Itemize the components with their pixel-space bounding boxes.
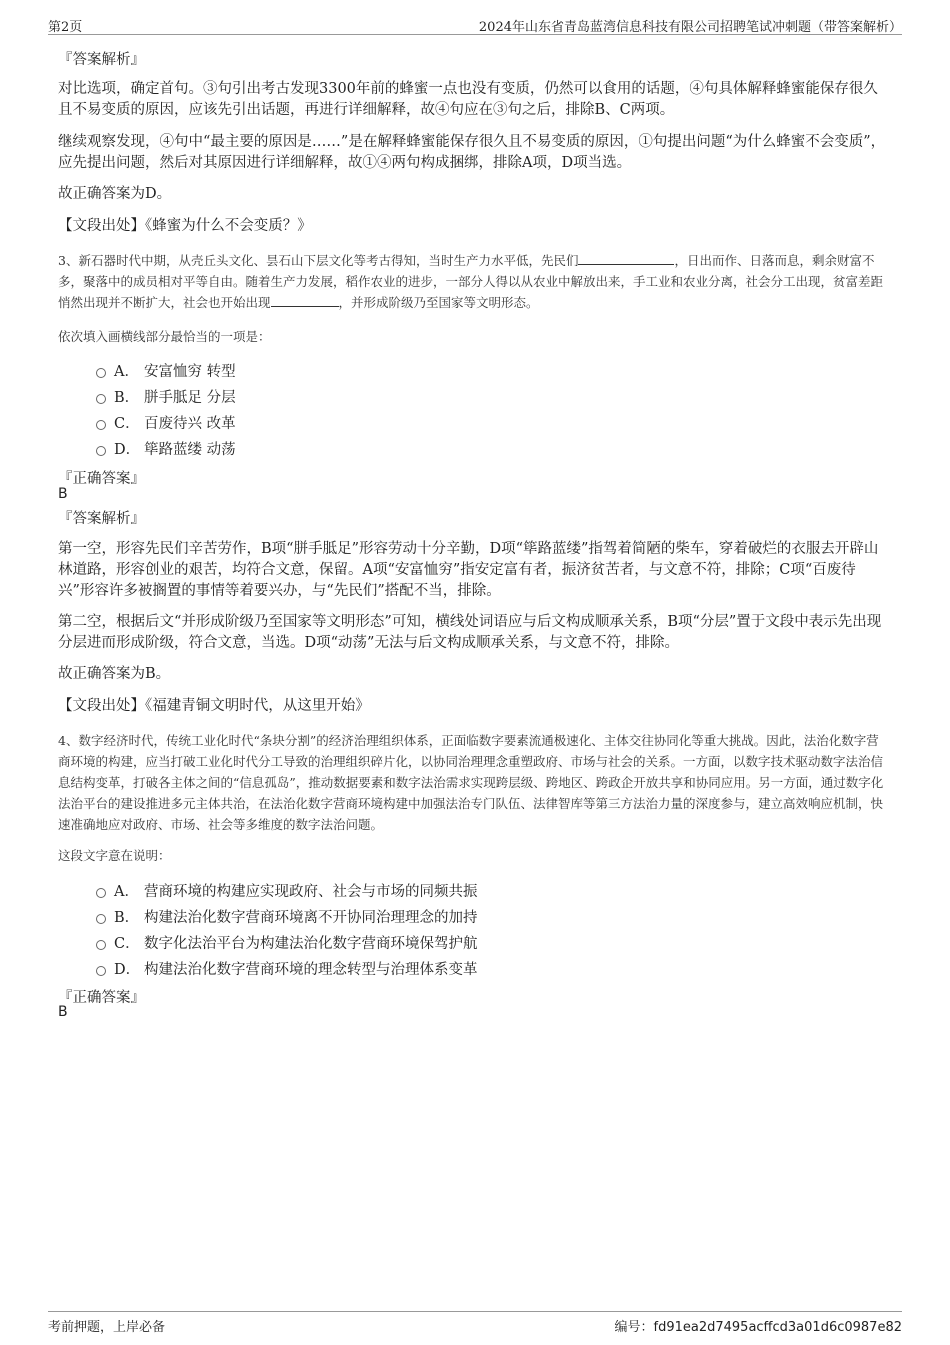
- option-letter: B．: [114, 910, 140, 926]
- analysis-label: 『答案解析』: [58, 52, 145, 68]
- radio-button[interactable]: [96, 914, 106, 924]
- answer-conclusion: 故正确答案为D。: [58, 186, 172, 202]
- option-letter: A．: [114, 884, 139, 900]
- correct-answer: B: [58, 486, 68, 502]
- analysis-label: 『答案解析』: [58, 511, 145, 527]
- radio-button[interactable]: [96, 446, 106, 456]
- document-id-value: fd91ea2d7495acffcd3a01d6c0987e82: [653, 1320, 902, 1335]
- page-number: 第2页: [48, 20, 83, 35]
- radio-button[interactable]: [96, 888, 106, 898]
- question-stem: 4、数字经济时代，传统工业化时代“条块分割”的经济治理组织体系，正面临数字要素流通极速化、主体交往协同化等重大挑战。因此，法治化数字营商环境的构建，应当打破工业化时代分工导致的治理组织碎片化，以协同治理理念重塑政府、市场与社会的关系。一方面，以数字技术驱动数字法治信息结构变革，打破各主体之间的“信息孤岛”，推动数据要素和数字法治需求实现跨层级、跨地区、跨政企开放共享和协同应用。另一方面，通过数字化法治平台的建设推进多元主体共治，在法治化数字营商环境构建中加强法治专门队伍、法律智库等第三方法治力量的深度参与，建立高效响应机制，快速准确地应对政府、市场、社会等多维度的数字法治问题。: [58, 733, 884, 832]
- option-text: 安富恤穷 转型: [144, 364, 236, 380]
- option-text: 构建法治化数字营商环境离不开协同治理理念的加持: [144, 910, 478, 926]
- document-id: [614, 1316, 902, 1335]
- question-prompt: 这段文字意在说明：: [58, 848, 171, 863]
- radio-button[interactable]: [96, 368, 106, 378]
- radio-button[interactable]: [96, 966, 106, 976]
- question-stem-text: 3、新石器时代中期，从壳丘头文化、昙石山下层文化等考古得知，当时生产力水平低，先民们: [58, 253, 579, 268]
- fill-blank: [578, 252, 674, 265]
- passage-source: 【文段出处】《福建青铜文明时代，从这里开始》: [58, 698, 370, 714]
- radio-button[interactable]: [96, 940, 106, 950]
- option-letter: B．: [114, 390, 140, 406]
- radio-button[interactable]: [96, 394, 106, 404]
- fill-blank: [271, 294, 339, 307]
- question-stem-text: ，日出而作、日落而息，剩余财富不多，聚落中的成员相对平等自由。随着生产力发展，稻作农业的进步，一部分人得以从农业中解放出来，手工业和农业分离，社会分工出现，贫富差距悄然出现并不断扩大，社会也开始出现: [58, 253, 884, 310]
- option-letter: A．: [114, 364, 139, 380]
- analysis-paragraph: 继续观察发现，④句中“最主要的原因是……”是在解释蜂蜜能保存很久且不易变质的原因，①句提出问题“为什么蜂蜜不会变质”，应先提出问题，然后对其原因进行详细解释，故①④两句构成捆绑，排除A项，D项当选。: [58, 134, 886, 171]
- analysis-paragraph: 第二空，根据后文“并形成阶级乃至国家等文明形态”可知，横线处词语应与后文构成顺承关系，B项“分层”置于文段中表示先出现分层进而形成阶级，符合文意，当选。D项“动荡”无法与后文构成顺承关系，与文意不符，排除。: [58, 614, 882, 651]
- document-id-label: 编号：: [614, 1320, 654, 1335]
- option-text: 百废待兴 改革: [144, 416, 236, 432]
- analysis-paragraph: 对比选项，确定首句。③句引出考古发现3300年前的蜂蜜一点也没有变质，仍然可以食用的话题，④句具体解释蜂蜜能保存很久且不易变质的原因，应该先引出话题，再进行详细解释，故④句应在③句之后，排除B、C两项。: [58, 81, 878, 118]
- radio-button[interactable]: [96, 420, 106, 430]
- option-text: 数字化法治平台为构建法治化数字营商环境保驾护航: [144, 936, 478, 952]
- page-header: [48, 14, 902, 35]
- correct-answer-label: 『正确答案』: [58, 990, 145, 1006]
- option-text: 筚路蓝缕 动荡: [144, 442, 236, 458]
- analysis-paragraph: 第一空，形容先民们辛苦劳作，B项“胼手胝足”形容劳动十分辛勤，D项“筚路蓝缕”指驾着简陋的柴车，穿着破烂的衣服去开辟山林道路，形容创业的艰苦，均符合文意，保留。A项“安富恤穷”指安定富有者，振济贫苦者，与文意不符，排除；C项“百废待兴”形容许多被搁置的事情等着要兴办，与“先民们”搭配不当，排除。: [58, 541, 879, 599]
- option-letter: C．: [114, 416, 140, 432]
- document-title: 2024年山东省青岛蓝湾信息科技有限公司招聘笔试冲刺题（带答案解析）: [478, 20, 902, 35]
- answer-conclusion: 故正确答案为B。: [58, 666, 171, 682]
- footer-slogan: 考前押题，上岸必备: [48, 1320, 166, 1335]
- correct-answer: B: [58, 1004, 68, 1020]
- option-text: 胼手胝足 分层: [144, 390, 236, 406]
- option-letter: D．: [114, 962, 141, 978]
- correct-answer-label: 『正确答案』: [58, 471, 145, 487]
- passage-source: 【文段出处】《蜂蜜为什么不会变质？》: [58, 218, 312, 234]
- question-prompt: 依次填入画横线部分最恰当的一项是：: [58, 329, 271, 344]
- option-letter: C．: [114, 936, 140, 952]
- page-footer: [48, 1311, 902, 1334]
- question-stem-text: ，并形成阶级乃至国家等文明形态。: [338, 295, 539, 310]
- option-text: 构建法治化数字营商环境的理念转型与治理体系变革: [144, 962, 478, 978]
- question-stem: [58, 250, 890, 313]
- option-text: 营商环境的构建应实现政府、社会与市场的同频共振: [144, 884, 478, 900]
- option-letter: D．: [114, 442, 141, 458]
